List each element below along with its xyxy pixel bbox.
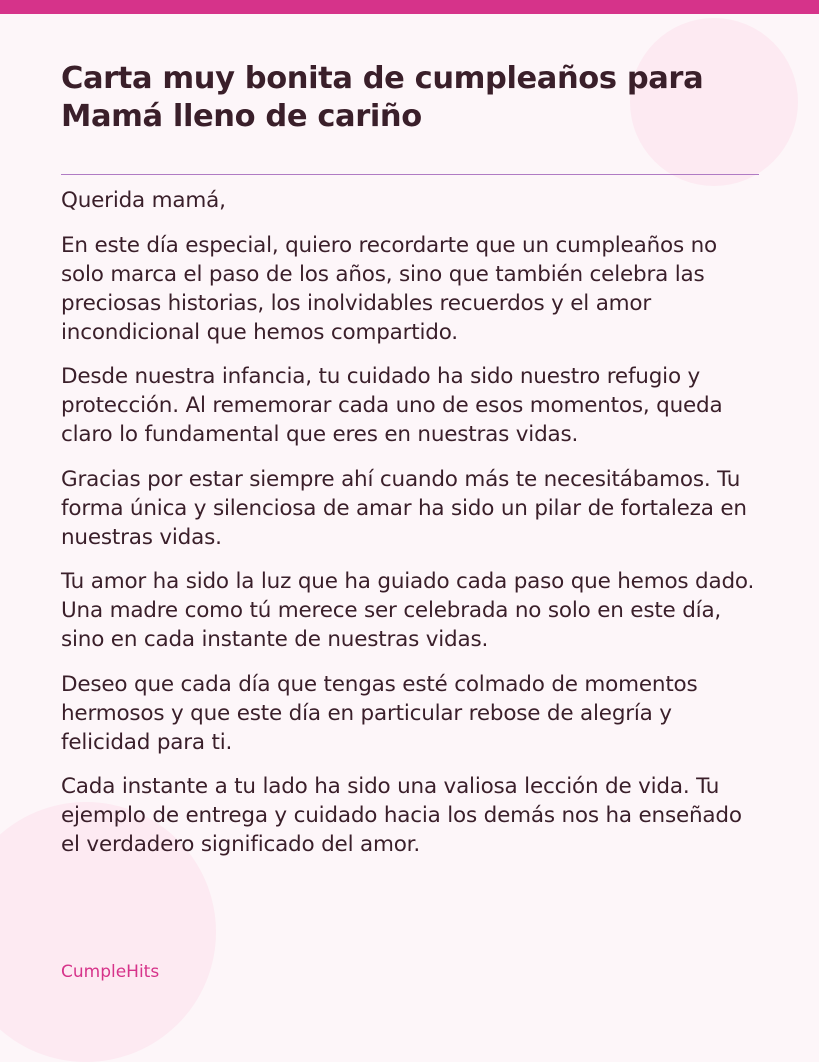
letter-paragraph: Gracias por estar siempre ahí cuando más te necesitábamos. Tu forma única y silenciosa de amar ha sido un pilar de fortaleza en nuestras vidas. (61, 466, 747, 550)
letter-paragraph: En este día especial, quiero recordarte que un cumpleaños no solo marca el paso de los años, sino que también celebra las preciosas historias, los inolvidables recuerdos y el amor incondicional que hemos compartido. (61, 232, 717, 345)
title-divider (61, 174, 759, 175)
letter-greeting: Querida mamá, (61, 188, 226, 213)
page-title: Carta muy bonita de cumpleaños para Mamá lleno de cariño (61, 61, 704, 134)
letter-paragraph: Tu amor ha sido la luz que ha guiado cada paso que hemos dado. Una madre como tú merece ser celebrada no solo en este día, sino en cada instante de nuestras vidas. (61, 569, 755, 652)
letter-paragraph: Deseo que cada día que tengas esté colmado de momentos hermosos y que este día en particular rebose de alegría y felicidad para ti. (61, 671, 698, 755)
letter-body (61, 186, 766, 875)
letter-paragraph: Cada instante a tu lado ha sido una valiosa lección de vida. Tu ejemplo de entrega y cuidado hacia los demás nos ha enseñado el verdadero significado del amor. (61, 774, 742, 857)
letter-paragraph: Desde nuestra infancia, tu cuidado ha sido nuestro refugio y protección. Al rememorar cada uno de esos momentos, queda claro lo fundamental que eres en nuestras vidas. (61, 364, 723, 447)
brand-logo-text: CumpleHits (61, 962, 160, 982)
top-accent-bar (0, 0, 819, 14)
letter-header (61, 60, 761, 136)
